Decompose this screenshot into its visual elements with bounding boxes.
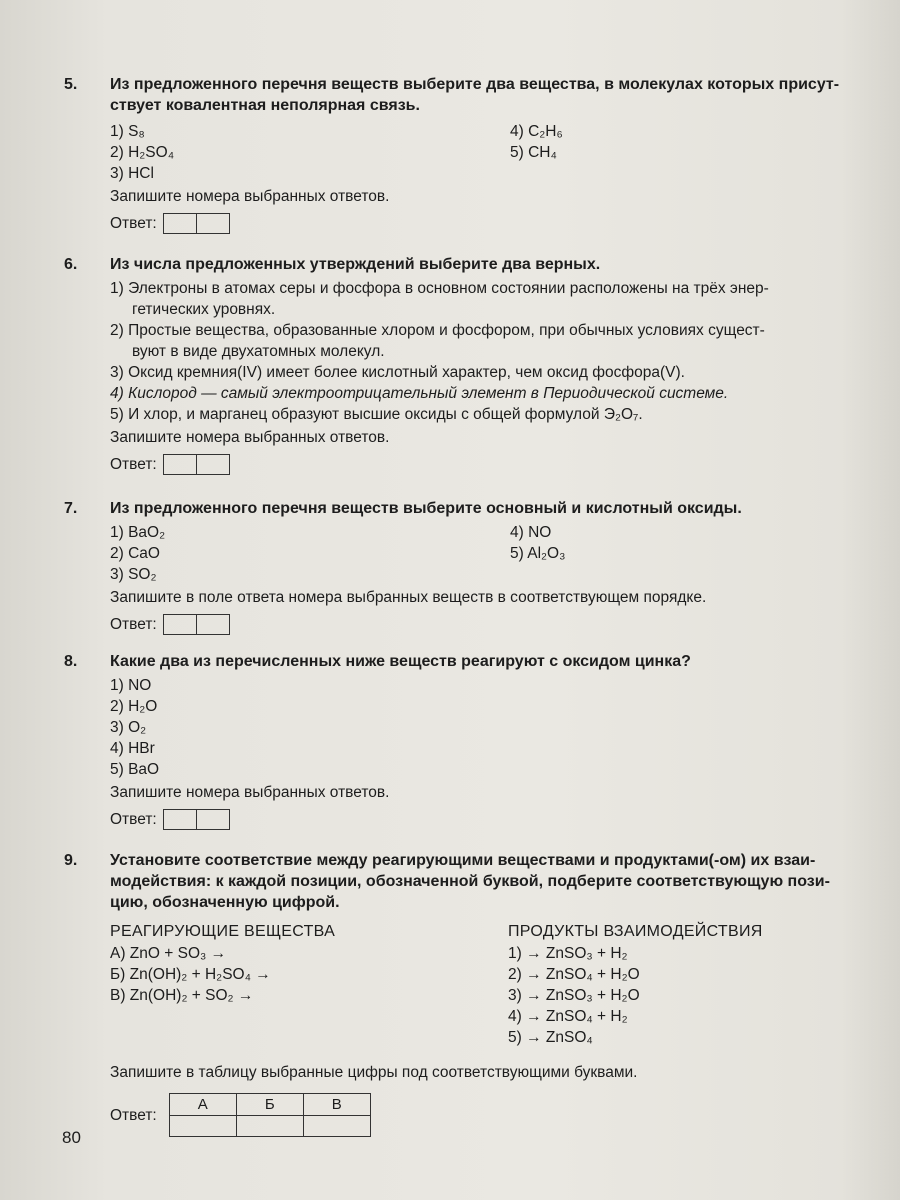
- answer-cell[interactable]: [164, 810, 197, 829]
- product-2: 2) → ZnSO₄ + H₂O: [508, 966, 640, 983]
- question-text-cont: ствует ковалентная неполярная связь.: [110, 97, 420, 114]
- instruction: Запишите в поле ответа номера выбранных веществ в соответствующем порядке.: [110, 589, 707, 606]
- answer-table[interactable]: [169, 1093, 371, 1137]
- question-text-cont: цию, обозначенную цифрой.: [110, 894, 340, 911]
- question-text: Установите соответствие между реагирующими веществами и продуктами(-ом) их взаи-: [110, 852, 816, 869]
- answer-box[interactable]: [163, 454, 230, 475]
- product-3: 3) → ZnSO₃ + H₂O: [508, 987, 640, 1004]
- answer-row: [110, 614, 900, 635]
- table-header-v: В: [303, 1094, 370, 1116]
- option-3: 3) Оксид кремния(IV) имеет более кислотный характер, чем оксид фосфора(V).: [110, 364, 685, 381]
- answer-label: Ответ:: [110, 1106, 157, 1124]
- question-text: Из предложенного перечня веществ выберите основный и кислотный оксиды.: [110, 500, 742, 517]
- answer-cell[interactable]: [164, 615, 197, 634]
- table-header-a: А: [169, 1094, 236, 1116]
- option-4: 4) Кислород — самый электроотрицательный элемент в Периодической системе.: [110, 385, 729, 402]
- option-2: 2) H₂SO₄: [110, 144, 175, 161]
- product-4: 4) → ZnSO₄ + H₂: [508, 1008, 628, 1025]
- answer-cell[interactable]: [197, 615, 229, 634]
- task-7: [64, 498, 900, 635]
- option-1-cont: гетических уровнях.: [132, 301, 276, 318]
- answer-cell-v[interactable]: [303, 1116, 370, 1137]
- answer-cell[interactable]: [164, 214, 197, 233]
- answer-row: [110, 809, 900, 830]
- option-3: 3) HCl: [110, 165, 154, 182]
- question-text: Какие два из перечисленных ниже веществ реагируют с оксидом цинка?: [110, 653, 691, 670]
- task-number: 5.: [64, 76, 78, 93]
- task-5: [64, 74, 900, 234]
- answer-row: [110, 1093, 900, 1137]
- option-2: 2) CaO: [110, 545, 160, 562]
- task-number: 8.: [64, 653, 78, 670]
- option-2: 2) Простые вещества, образованные хлором и фосфором, при обычных условиях сущест-: [110, 322, 765, 339]
- answer-label: Ответ:: [110, 215, 157, 232]
- product-1: 1) → ZnSO₃ + H₂: [508, 945, 628, 962]
- answer-cell[interactable]: [197, 810, 229, 829]
- reactant-a: А) ZnO + SO₃ →: [110, 945, 227, 962]
- option-3: 3) SO₂: [110, 566, 157, 583]
- option-4: 4) NO: [510, 524, 552, 541]
- option-5: 5) И хлор, и марганец образуют высшие оксиды с общей формулой Э₂О₇.: [110, 406, 643, 423]
- question-text-cont: модействия: к каждой позиции, обозначенной буквой, подберите соответствующую пози-: [110, 873, 830, 890]
- answer-cell[interactable]: [197, 455, 229, 474]
- task-8: [64, 651, 900, 830]
- option-1: 1) Электроны в атомах серы и фосфора в основном состоянии расположены на трёх энер-: [110, 280, 769, 297]
- option-1: 1) S₈: [110, 123, 145, 140]
- instruction: Запишите номера выбранных ответов.: [110, 784, 390, 801]
- option-1: 1) NO: [110, 677, 152, 694]
- table-header-b: Б: [236, 1094, 303, 1116]
- answer-cell-a[interactable]: [169, 1116, 236, 1137]
- answer-box[interactable]: [163, 614, 230, 635]
- answer-label: Ответ:: [110, 811, 157, 828]
- answer-row: [110, 454, 900, 475]
- option-4: 4) HBr: [110, 740, 155, 757]
- page-shadow: [840, 0, 900, 1200]
- answer-cell[interactable]: [164, 455, 197, 474]
- reactant-b: Б) Zn(OH)₂ + H₂SO₄ →: [110, 966, 271, 983]
- task-6: [64, 254, 900, 475]
- option-5: 5) BaO: [110, 761, 160, 778]
- matching-columns: [110, 921, 900, 1048]
- page-number: 80: [62, 1128, 81, 1147]
- answer-box[interactable]: [163, 213, 230, 234]
- option-5: 5) CH₄: [510, 144, 557, 161]
- products-heading: ПРОДУКТЫ ВЗАИМОДЕЙСТВИЯ: [508, 923, 763, 940]
- option-1: 1) BaO₂: [110, 524, 166, 541]
- answer-label: Ответ:: [110, 616, 157, 633]
- option-3: 3) O₂: [110, 719, 147, 736]
- reactant-v: В) Zn(OH)₂ + SO₂ →: [110, 987, 254, 1004]
- answer-row: [110, 213, 900, 234]
- reactants-heading: РЕАГИРУЮЩИЕ ВЕЩЕСТВА: [110, 923, 336, 940]
- instruction: Запишите номера выбранных ответов.: [110, 429, 390, 446]
- task-number: 6.: [64, 256, 78, 273]
- question-text: Из предложенного перечня веществ выберите два вещества, в молекулах которых присут-: [110, 76, 840, 93]
- answer-cell[interactable]: [197, 214, 229, 233]
- instruction: Запишите в таблицу выбранные цифры под соответствующими буквами.: [110, 1064, 638, 1081]
- task-number: 7.: [64, 500, 78, 517]
- option-5: 5) Al₂O₃: [510, 545, 566, 562]
- option-4: 4) C₂H₆: [510, 123, 563, 140]
- answer-box[interactable]: [163, 809, 230, 830]
- answer-cell-b[interactable]: [236, 1116, 303, 1137]
- instruction: Запишите номера выбранных ответов.: [110, 188, 390, 205]
- answer-label: Ответ:: [110, 456, 157, 473]
- product-5: 5) → ZnSO₄: [508, 1029, 593, 1046]
- task-number: 9.: [64, 852, 78, 869]
- question-text: Из числа предложенных утверждений выберите два верных.: [110, 256, 601, 273]
- task-9: [64, 850, 900, 1137]
- option-2-cont: вуют в виде двухатомных молекул.: [132, 343, 385, 360]
- option-2: 2) H₂O: [110, 698, 158, 715]
